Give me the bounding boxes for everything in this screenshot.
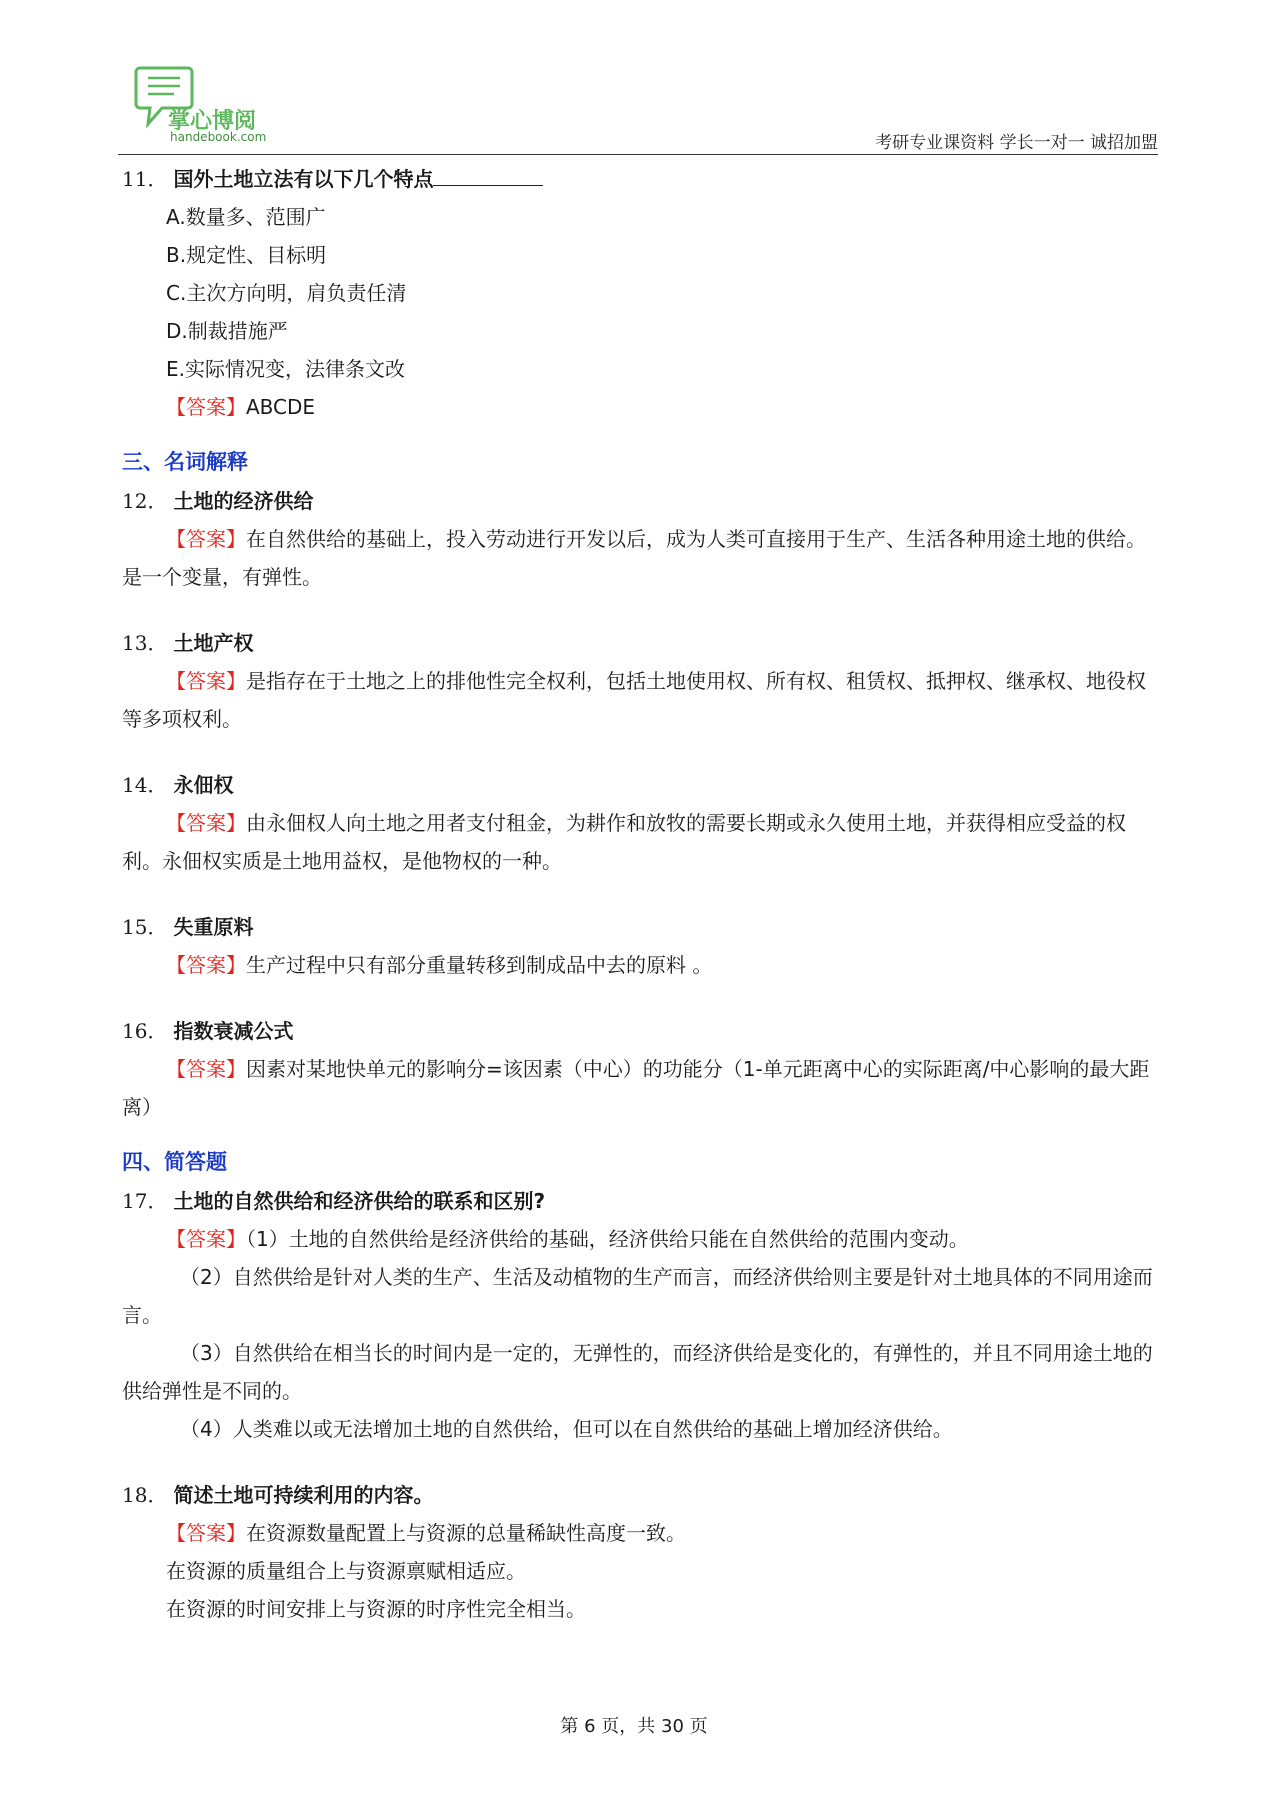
answer-11 — [122, 388, 1158, 426]
question-16 — [122, 1012, 1158, 1050]
section-heading-3: 三、名词解释 — [122, 450, 248, 474]
question-number: 12． — [122, 489, 168, 513]
section-heading-4: 四、简答题 — [122, 1150, 227, 1174]
answer-18-part-2: 在资源的质量组合上与资源禀赋相适应。 — [166, 1559, 526, 1583]
answer-13 — [122, 662, 1158, 738]
question-11 — [122, 160, 1158, 198]
answer-17-part-3: （3）自然供给在相当长的时间内是一定的，无弹性的，而经济供给是变化的，有弹性的，并且不同用途土地的供给弹性是不同的。 — [122, 1341, 1153, 1403]
question-number: 17． — [122, 1189, 168, 1213]
question-15 — [122, 908, 1158, 946]
answer-17-part-4: （4）人类难以或无法增加土地的自然供给，但可以在自然供给的基础上增加经济供给。 — [180, 1417, 953, 1441]
question-title: 简述土地可持续利用的内容。 — [173, 1483, 434, 1507]
answer-tag: 【答案】 — [166, 395, 246, 419]
answer-blank — [433, 165, 543, 186]
question-number: 13． — [122, 631, 168, 655]
question-17 — [122, 1182, 1158, 1220]
answer-18-part-3: 在资源的时间安排上与资源的时序性完全相当。 — [166, 1597, 586, 1621]
answer-tag: 【答案】 — [166, 669, 246, 693]
answer-14 — [122, 804, 1158, 880]
answer-text: 在自然供给的基础上，投入劳动进行开发以后，成为人类可直接用于生产、生活各种用途土地的供给。是一个变量，有弹性。 — [122, 527, 1146, 589]
question-title: 指数衰减公式 — [173, 1019, 294, 1043]
answer-tag: 【答案】 — [166, 1227, 246, 1251]
answer-tag: 【答案】 — [166, 1521, 246, 1545]
question-number: 11． — [122, 167, 168, 191]
answer-text: ABCDE — [246, 395, 316, 419]
question-title: 土地的自然供给和经济供给的联系和区别? — [173, 1189, 546, 1213]
question-number: 18． — [122, 1483, 168, 1507]
question-title: 国外土地立法有以下几个特点 — [173, 167, 434, 191]
answer-18-part-1 — [122, 1514, 1158, 1552]
question-13 — [122, 624, 1158, 662]
logo-url: handebook.com — [170, 130, 267, 144]
header-divider — [118, 154, 1158, 155]
answer-text: 由永佃权人向土地之用者支付租金，为耕作和放牧的需要长期或永久使用土地，并获得相应受益的权利。永佃权实质是土地用益权，是他物权的一种。 — [122, 811, 1126, 873]
answer-text: 生产过程中只有部分重量转移到制成品中去的原料 。 — [246, 953, 713, 977]
answer-17-part-1 — [122, 1220, 1158, 1258]
answer-tag: 【答案】 — [166, 1057, 246, 1081]
question-title: 土地的经济供给 — [173, 489, 314, 513]
question-number: 14． — [122, 773, 168, 797]
header-tagline: 考研专业课资料 学长一对一 诚招加盟 — [875, 133, 1158, 153]
answer-text: 因素对某地快单元的影响分=该因素（中心）的功能分（1-单元距离中心的实际距离/中心影响的最大距离） — [122, 1057, 1150, 1119]
option-a: A.数量多、范围广 — [166, 205, 326, 229]
page-number-footer: 第 6 页，共 30 页 — [560, 1716, 708, 1737]
question-title: 土地产权 — [173, 631, 254, 655]
option-d: D.制裁措施严 — [166, 319, 288, 343]
answer-16 — [122, 1050, 1158, 1126]
answer-tag: 【答案】 — [166, 811, 246, 835]
answer-15 — [122, 946, 1158, 984]
question-title: 永佃权 — [173, 773, 234, 797]
option-c: C.主次方向明，肩负责任清 — [166, 281, 407, 305]
page-header — [118, 58, 1158, 154]
question-12 — [122, 482, 1158, 520]
answer-text: 是指存在于土地之上的排他性完全权利，包括土地使用权、所有权、租赁权、抵押权、继承权、地役权等多项权利。 — [122, 669, 1146, 731]
logo-name: 掌心博阅 — [168, 109, 257, 134]
answer-text: （1）土地的自然供给是经济供给的基础，经济供给只能在自然供给的范围内变动。 — [246, 1227, 969, 1251]
answer-tag: 【答案】 — [166, 527, 246, 551]
option-e: E.实际情况变，法律条文改 — [166, 357, 405, 381]
answer-text: 在资源数量配置上与资源的总量稀缺性高度一致。 — [246, 1521, 686, 1545]
question-number: 16． — [122, 1019, 168, 1043]
answer-tag: 【答案】 — [166, 953, 246, 977]
question-title: 失重原料 — [173, 915, 254, 939]
answer-17-part-2: （2）自然供给是针对人类的生产、生活及动植物的生产而言，而经济供给则主要是针对土地具体的不同用途而言。 — [122, 1265, 1153, 1327]
question-14 — [122, 766, 1158, 804]
option-b: B.规定性、目标明 — [166, 243, 327, 267]
question-18 — [122, 1476, 1158, 1514]
question-number: 15． — [122, 915, 168, 939]
page-content — [122, 160, 1158, 1628]
answer-12 — [122, 520, 1158, 596]
